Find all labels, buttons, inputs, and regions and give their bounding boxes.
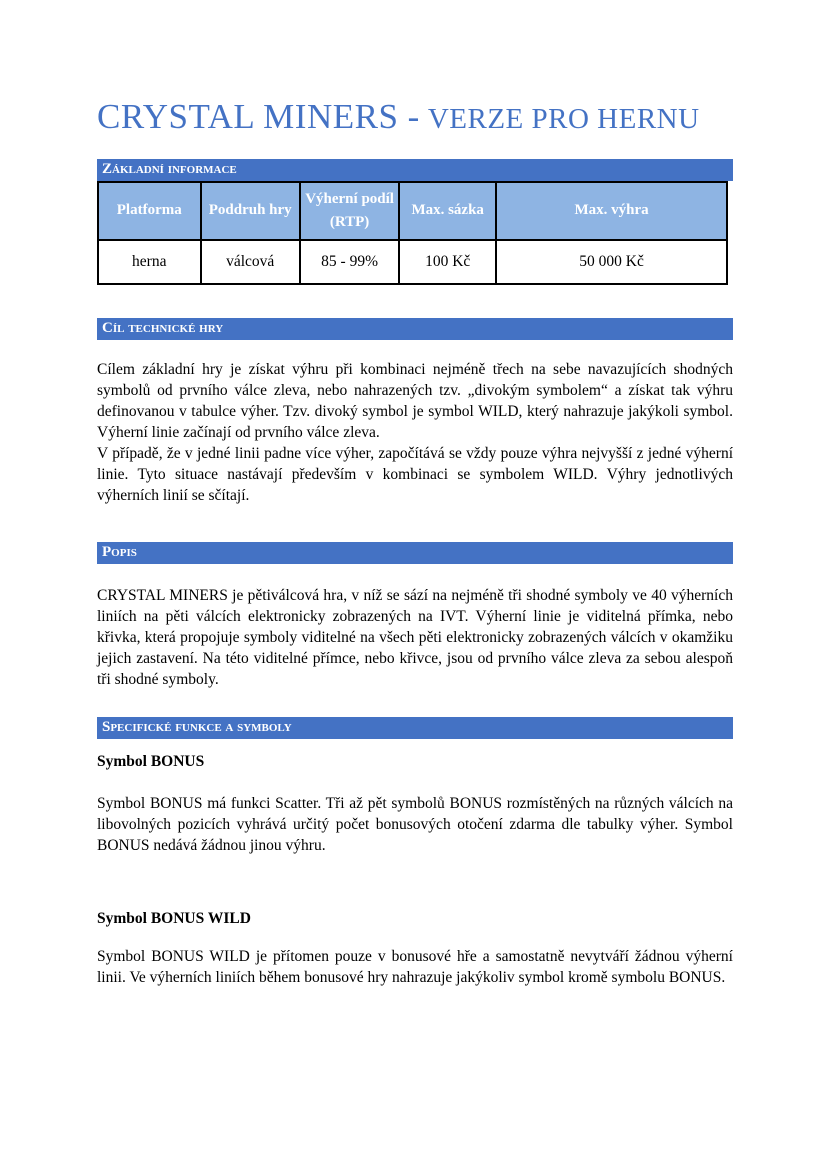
cell-poddruh-hry: válcová: [201, 240, 300, 284]
cell-max-vyhra: 50 000 Kč: [496, 240, 727, 284]
section-heading-description: Popis: [97, 542, 733, 564]
goal-paragraph-2: V případě, že v jedné linii padne více výher, započítává se vždy pouze výhra nejvyšší z jedné výherní linie. Tyto situace nastávají především v kombinaci se symbolem WILD. Výhry jednotlivých výherních linií se sčítají.: [97, 444, 733, 504]
document-page: [97, 0, 733, 988]
basic-info-table: [97, 181, 728, 285]
symbol-bonus-wild-paragraph: Symbol BONUS WILD je přítomen pouze v bonusové hře a samostatně nevytváří žádnou výherní linii. Ve výherních liniích během bonusové hry nahrazuje jakýkoliv symbol kromě symbolu BONUS.: [97, 947, 733, 986]
table-header-poddruh-hry: Poddruh hry: [201, 182, 300, 240]
page-title: [97, 98, 733, 137]
table-header-max-vyhra: Max. výhra: [496, 182, 727, 240]
page-title-main: CRYSTAL MINERS -: [97, 97, 420, 136]
subheading-symbol-bonus: Symbol BONUS: [97, 752, 205, 770]
table-header-platforma: Platforma: [98, 182, 201, 240]
table-row: [98, 240, 727, 284]
cell-vyherni-podil: 85 - 99%: [300, 240, 399, 284]
cell-max-sazka: 100 Kč: [399, 240, 496, 284]
page-title-subtitle: VERZE PRO HERNU: [427, 103, 700, 135]
section-heading-specific-functions: Specifické funkce a symboly: [97, 717, 733, 739]
section-heading-basic-info: Základní informace: [97, 159, 733, 181]
symbol-bonus-paragraph: Symbol BONUS má funkci Scatter. Tři až pět symbolů BONUS rozmístěných na různých válcích na libovolných pozicích vyhrává určitý počet bonusových otočení zdarma dle tabulky výher. Symbol BONUS nedává žádnou jinou výhru.: [97, 794, 733, 854]
description-paragraph: CRYSTAL MINERS je pětiválcová hra, v níž se sází na nejméně tři shodné symboly ve 40 výherních liniích na pěti válcích elektronicky zobrazených na IVT. Výherní linie je viditelná přímka, nebo křivka, která propojuje symboly viditelné na všech pěti elektronicky zobrazených válcích v okamžiku jejich zastavení. Na této viditelné přímce, nebo křivce, jsou od prvního válce zleva za sebou alespoň tři shodné symboly.: [97, 586, 733, 688]
section-heading-goal: Cíl technické hry: [97, 318, 733, 340]
subheading-symbol-bonus-wild: Symbol BONUS WILD: [97, 909, 251, 927]
cell-platforma: herna: [98, 240, 201, 284]
table-header-row: [98, 182, 727, 240]
table-header-vyherni-podil: Výherní podíl (RTP): [300, 182, 399, 240]
goal-paragraph-1: Cílem základní hry je získat výhru při kombinaci nejméně třech na sebe navazujících shodných symbolů od prvního válce zleva, nebo nahrazených tzv. „divokým symbolem“ a získat tak výhru definovanou v tabulce výher. Tzv. divoký symbol je symbol WILD, který nahrazuje jakýkoli symbol. Výherní linie začínají od prvního válce zleva.: [97, 360, 733, 441]
table-header-max-sazka: Max. sázka: [399, 182, 496, 240]
